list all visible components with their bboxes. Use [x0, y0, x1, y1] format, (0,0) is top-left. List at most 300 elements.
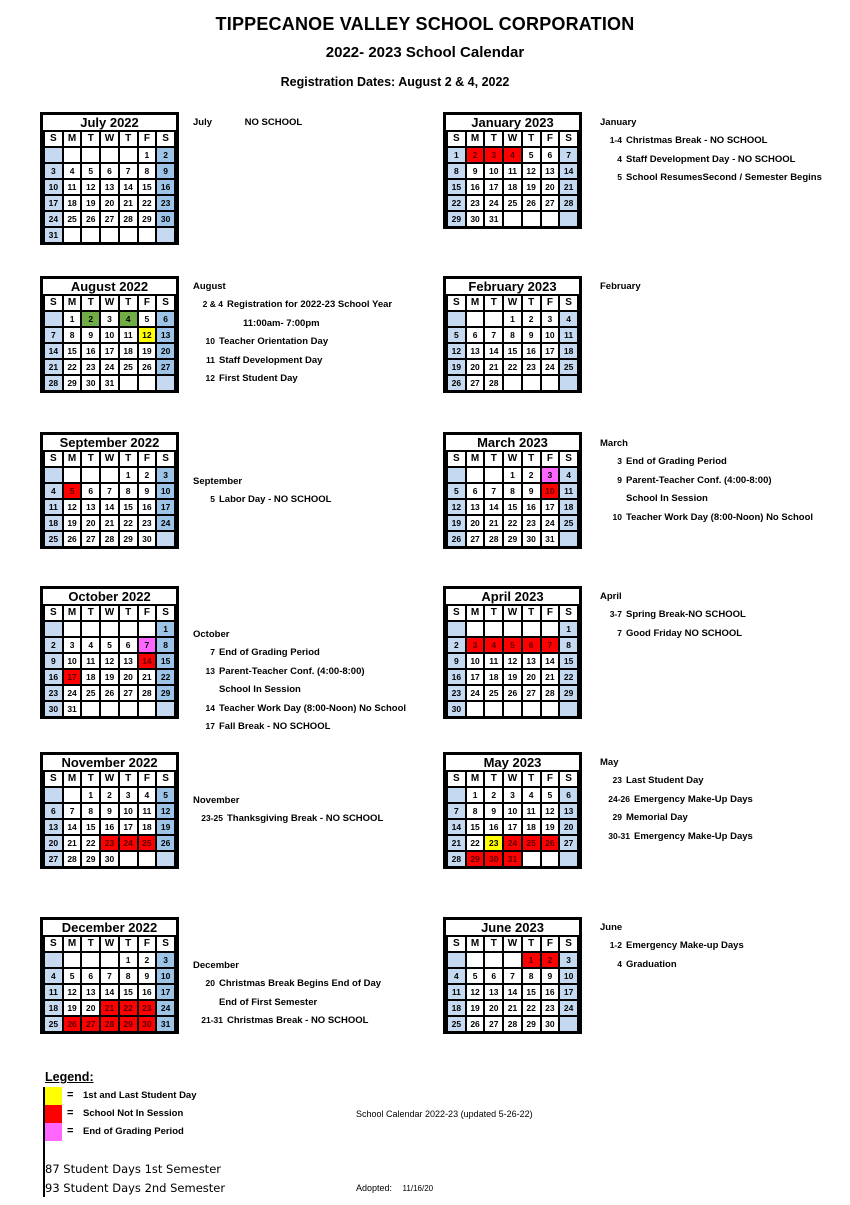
- weekday-header: T: [120, 606, 137, 620]
- day-cell: 5: [523, 148, 540, 162]
- empty-day-cell: [448, 468, 465, 482]
- day-cell: 14: [542, 654, 559, 668]
- day-cell: 17: [157, 500, 174, 514]
- note-date: 1-4: [609, 135, 622, 145]
- day-cell: 25: [523, 836, 540, 850]
- calendar-dec: [40, 917, 179, 1034]
- day-cell: 17: [560, 985, 577, 999]
- empty-day-cell: [120, 376, 137, 390]
- calendar-jan: [443, 112, 582, 229]
- day-cell: 4: [64, 164, 81, 178]
- weekday-header: T: [82, 296, 99, 310]
- page-title: TIPPECANOE VALLEY SCHOOL CORPORATION: [215, 14, 635, 34]
- day-cell: 23: [467, 196, 484, 210]
- day-cell: 31: [157, 1017, 174, 1031]
- day-cell: 2: [82, 312, 99, 326]
- day-cell: 2: [523, 468, 540, 482]
- day-cell: 20: [523, 670, 540, 684]
- weekday-header: W: [101, 606, 118, 620]
- day-cell: 9: [523, 484, 540, 498]
- day-cell: 20: [120, 670, 137, 684]
- calendar-sep: [40, 432, 179, 549]
- empty-day-cell: [45, 312, 62, 326]
- note-item: [193, 373, 392, 392]
- day-cell: 17: [101, 344, 118, 358]
- day-cell: 14: [101, 500, 118, 514]
- day-cell: 24: [45, 212, 62, 226]
- day-cell: 10: [64, 654, 81, 668]
- day-cell: 9: [45, 654, 62, 668]
- day-cell: 17: [120, 820, 137, 834]
- weekday-header: M: [467, 772, 484, 786]
- empty-day-cell: [485, 702, 502, 716]
- day-cell: 8: [64, 328, 81, 342]
- day-cell: 9: [101, 804, 118, 818]
- day-cell: 25: [448, 1017, 465, 1031]
- day-cell: 25: [120, 360, 137, 374]
- day-cell: 26: [448, 532, 465, 546]
- day-cell: 29: [64, 376, 81, 390]
- weekday-header: M: [64, 937, 81, 951]
- day-cell: 23: [101, 836, 118, 850]
- day-cell: 19: [101, 670, 118, 684]
- empty-day-cell: [101, 702, 118, 716]
- note-month-name: November: [193, 795, 240, 806]
- weekday-header: T: [523, 132, 540, 146]
- day-cell: 17: [504, 820, 521, 834]
- day-cell: 22: [448, 196, 465, 210]
- yellow-swatch: [45, 1087, 62, 1105]
- day-cell: 19: [82, 196, 99, 210]
- day-cell: 8: [504, 328, 521, 342]
- day-cell: 8: [82, 804, 99, 818]
- day-cell: 22: [467, 836, 484, 850]
- day-cell: 1: [523, 953, 540, 967]
- month-title: November 2022: [43, 755, 176, 770]
- adopted-date: 11/16/20: [402, 1184, 434, 1193]
- day-cell: 28: [101, 532, 118, 546]
- note-item: [193, 299, 392, 318]
- day-cell: 15: [504, 344, 521, 358]
- day-cell: 22: [120, 1001, 137, 1015]
- note-date: 30-31: [608, 830, 630, 841]
- note-date: 17: [205, 721, 215, 731]
- weekday-header: T: [82, 937, 99, 951]
- day-cell: 12: [157, 804, 174, 818]
- day-cell: 24: [542, 360, 559, 374]
- note-text: Emergency Make-up Days: [626, 940, 744, 951]
- weekday-header: S: [157, 452, 174, 466]
- day-cell: 11: [560, 328, 577, 342]
- empty-day-cell: [448, 953, 465, 967]
- day-cell: 19: [448, 516, 465, 530]
- day-cell: 30: [45, 702, 62, 716]
- weekday-header: T: [485, 296, 502, 310]
- weekday-header: F: [542, 937, 559, 951]
- weekday-header: F: [139, 452, 156, 466]
- weekday-header: S: [157, 937, 174, 951]
- day-cell: 20: [82, 516, 99, 530]
- day-cell: 11: [45, 500, 62, 514]
- day-cell: 21: [101, 516, 118, 530]
- day-cell: 29: [560, 686, 577, 700]
- note-text: End of Grading Period: [626, 456, 727, 467]
- note-date: 29: [612, 812, 622, 822]
- adopted-label: Adopted:: [356, 1183, 393, 1193]
- day-cell: 9: [523, 328, 540, 342]
- notes-september: [193, 476, 331, 513]
- note-date: 20: [205, 978, 215, 988]
- day-cell: 16: [467, 180, 484, 194]
- day-cell: 2: [139, 953, 156, 967]
- page-subtitle: 2022- 2023 School Calendar: [325, 44, 525, 61]
- empty-day-cell: [157, 852, 174, 866]
- day-cell: 17: [64, 670, 81, 684]
- day-cell: 8: [120, 484, 137, 498]
- note-item: [600, 172, 822, 191]
- empty-day-cell: [82, 228, 99, 242]
- note-month-name: May: [600, 757, 619, 768]
- empty-day-cell: [82, 702, 99, 716]
- notes-march: [600, 438, 813, 530]
- notes-february: [600, 281, 641, 299]
- weekday-header: F: [542, 606, 559, 620]
- weekday-header: S: [560, 937, 577, 951]
- empty-day-cell: [467, 622, 484, 636]
- day-cell: 1: [120, 468, 137, 482]
- note-date: 5: [617, 172, 622, 182]
- day-cell: 17: [485, 180, 502, 194]
- day-cell: 10: [504, 804, 521, 818]
- day-cell: 17: [467, 670, 484, 684]
- day-cell: 8: [157, 638, 174, 652]
- note-item: [600, 794, 753, 813]
- weekday-header: W: [504, 452, 521, 466]
- day-cell: 3: [485, 148, 502, 162]
- note-month-name: January: [600, 117, 637, 128]
- day-cell: 16: [139, 985, 156, 999]
- day-cell: 24: [485, 196, 502, 210]
- weekday-header: F: [542, 772, 559, 786]
- day-cell: 26: [448, 376, 465, 390]
- day-cell: 30: [82, 376, 99, 390]
- empty-day-cell: [64, 622, 81, 636]
- weekday-header: T: [485, 132, 502, 146]
- day-cell: 21: [45, 360, 62, 374]
- day-cell: 1: [504, 468, 521, 482]
- weekday-header: M: [467, 132, 484, 146]
- note-item: [600, 609, 746, 628]
- day-cell: 12: [64, 500, 81, 514]
- empty-day-cell: [560, 212, 577, 226]
- day-cell: 11: [504, 164, 521, 178]
- day-cell: 28: [485, 532, 502, 546]
- day-cell: 11: [82, 654, 99, 668]
- day-cell: 29: [523, 1017, 540, 1031]
- day-cell: 27: [467, 376, 484, 390]
- day-cell: 13: [467, 344, 484, 358]
- note-text: Registration for 2022-23 School Year: [227, 299, 393, 310]
- day-cell: 16: [45, 670, 62, 684]
- empty-day-cell: [504, 376, 521, 390]
- weekday-header: W: [504, 606, 521, 620]
- note-item: [600, 959, 744, 978]
- day-cell: 4: [560, 312, 577, 326]
- empty-day-cell: [120, 852, 137, 866]
- weekday-header: T: [523, 772, 540, 786]
- note-text: Memorial Day: [626, 812, 688, 823]
- empty-day-cell: [64, 148, 81, 162]
- note-month-name: February: [600, 281, 641, 292]
- weekday-header: F: [542, 296, 559, 310]
- note-item: [600, 456, 813, 475]
- day-cell: 16: [139, 500, 156, 514]
- day-cell: 13: [523, 654, 540, 668]
- day-cell: 24: [101, 360, 118, 374]
- day-cell: 26: [82, 212, 99, 226]
- day-cell: 22: [82, 836, 99, 850]
- day-cell: 16: [101, 820, 118, 834]
- note-item: [600, 775, 753, 794]
- notes-november: [193, 795, 383, 832]
- day-cell: 10: [467, 654, 484, 668]
- day-cell: 19: [157, 820, 174, 834]
- weekday-header: T: [120, 452, 137, 466]
- day-cell: 25: [64, 212, 81, 226]
- day-cell: 3: [467, 638, 484, 652]
- weekday-header: T: [82, 132, 99, 146]
- note-text: First Student Day: [219, 373, 298, 384]
- day-cell: 26: [139, 360, 156, 374]
- weekday-header: F: [139, 772, 156, 786]
- day-cell: 1: [467, 788, 484, 802]
- day-cell: 7: [64, 804, 81, 818]
- notes-january: [600, 117, 822, 191]
- day-cell: 26: [157, 836, 174, 850]
- empty-day-cell: [45, 468, 62, 482]
- weekday-header: W: [504, 296, 521, 310]
- weekday-header: T: [82, 606, 99, 620]
- day-cell: 14: [64, 820, 81, 834]
- month-title: December 2022: [43, 920, 176, 935]
- weekday-header: M: [64, 606, 81, 620]
- day-cell: 2: [139, 468, 156, 482]
- day-cell: 8: [467, 804, 484, 818]
- empty-day-cell: [139, 376, 156, 390]
- day-cell: 14: [139, 654, 156, 668]
- empty-day-cell: [467, 468, 484, 482]
- note-date: 7: [617, 627, 622, 638]
- day-cell: 6: [45, 804, 62, 818]
- notes-october: [193, 629, 406, 740]
- day-cell: 7: [120, 164, 137, 178]
- adopted-note: [356, 1183, 433, 1193]
- note-month-name: June: [600, 922, 623, 933]
- note-date: 23: [612, 775, 622, 785]
- note-item: [600, 493, 813, 512]
- note-date: 21-31: [201, 1015, 223, 1025]
- day-cell: 23: [45, 686, 62, 700]
- note-item: [193, 978, 381, 997]
- day-cell: 5: [101, 638, 118, 652]
- note-item: [193, 666, 406, 685]
- empty-day-cell: [504, 622, 521, 636]
- day-cell: 29: [120, 1017, 137, 1031]
- day-cell: 10: [542, 328, 559, 342]
- day-cell: 23: [157, 196, 174, 210]
- day-cell: 27: [82, 1017, 99, 1031]
- day-cell: 5: [448, 484, 465, 498]
- weekday-header: F: [542, 452, 559, 466]
- day-cell: 25: [560, 516, 577, 530]
- weekday-header: T: [523, 606, 540, 620]
- day-cell: 29: [139, 212, 156, 226]
- note-text: End of Grading Period: [219, 647, 320, 658]
- weekday-header: T: [82, 772, 99, 786]
- day-cell: 1: [157, 622, 174, 636]
- day-cell: 30: [542, 1017, 559, 1031]
- notes-may: [600, 757, 753, 849]
- day-cell: 26: [542, 836, 559, 850]
- day-cell: 22: [139, 196, 156, 210]
- note-date: 1-2: [609, 940, 622, 950]
- day-cell: 3: [101, 312, 118, 326]
- day-cell: 21: [485, 360, 502, 374]
- day-cell: 4: [139, 788, 156, 802]
- note-date: 24-26: [608, 793, 630, 804]
- day-cell: 6: [542, 148, 559, 162]
- day-cell: 4: [448, 969, 465, 983]
- day-cell: 3: [120, 788, 137, 802]
- day-cell: 13: [101, 180, 118, 194]
- note-date: 9: [617, 474, 622, 485]
- day-cell: 2: [542, 953, 559, 967]
- note-month-name: September: [193, 476, 243, 487]
- day-cell: 2: [157, 148, 174, 162]
- empty-day-cell: [64, 228, 81, 242]
- day-cell: 25: [45, 532, 62, 546]
- note-item: [193, 1015, 381, 1034]
- notes-december: [193, 960, 381, 1034]
- note-date: 3: [617, 456, 622, 466]
- day-cell: 3: [157, 468, 174, 482]
- day-cell: 17: [542, 500, 559, 514]
- weekday-header: S: [157, 772, 174, 786]
- calendar-nov: [40, 752, 179, 869]
- day-cell: 6: [101, 164, 118, 178]
- month-title: June 2023: [446, 920, 579, 935]
- empty-day-cell: [467, 953, 484, 967]
- day-cell: 21: [139, 670, 156, 684]
- day-cell: 11: [45, 985, 62, 999]
- day-cell: 28: [560, 196, 577, 210]
- day-cell: 28: [120, 212, 137, 226]
- weekday-header: T: [120, 937, 137, 951]
- day-cell: 29: [448, 212, 465, 226]
- empty-day-cell: [560, 376, 577, 390]
- day-cell: 26: [523, 196, 540, 210]
- empty-day-cell: [139, 622, 156, 636]
- day-cell: 14: [448, 820, 465, 834]
- legend-item-not-in-session: [45, 1105, 345, 1123]
- weekday-header: W: [504, 772, 521, 786]
- day-cell: 28: [542, 686, 559, 700]
- day-cell: 2: [448, 638, 465, 652]
- day-cell: 17: [157, 985, 174, 999]
- weekday-header: S: [448, 606, 465, 620]
- empty-day-cell: [523, 212, 540, 226]
- day-cell: 27: [120, 686, 137, 700]
- weekday-header: F: [139, 132, 156, 146]
- day-cell: 13: [542, 164, 559, 178]
- notes-august: [193, 281, 392, 392]
- day-cell: 3: [157, 953, 174, 967]
- day-cell: 31: [64, 702, 81, 716]
- note-text: Christmas Break - NO SCHOOL: [227, 1015, 369, 1026]
- day-cell: 11: [139, 804, 156, 818]
- month-title: October 2022: [43, 589, 176, 604]
- weekday-header: S: [157, 132, 174, 146]
- note-item: [193, 703, 406, 722]
- empty-day-cell: [64, 468, 81, 482]
- empty-day-cell: [45, 788, 62, 802]
- day-cell: 18: [45, 516, 62, 530]
- weekday-header: M: [64, 452, 81, 466]
- day-cell: 8: [504, 484, 521, 498]
- day-cell: 21: [120, 196, 137, 210]
- day-cell: 22: [523, 1001, 540, 1015]
- day-cell: 21: [504, 1001, 521, 1015]
- day-cell: 15: [504, 500, 521, 514]
- empty-day-cell: [82, 148, 99, 162]
- empty-day-cell: [101, 953, 118, 967]
- note-text: School In Session: [219, 684, 301, 695]
- day-cell: 8: [139, 164, 156, 178]
- day-cell: 15: [139, 180, 156, 194]
- day-cell: 14: [101, 985, 118, 999]
- empty-day-cell: [101, 622, 118, 636]
- day-cell: 23: [523, 360, 540, 374]
- day-cell: 10: [120, 804, 137, 818]
- empty-day-cell: [139, 702, 156, 716]
- day-cell: 11: [560, 484, 577, 498]
- weekday-header: W: [101, 296, 118, 310]
- day-cell: 23: [542, 1001, 559, 1015]
- note-item: [600, 628, 746, 647]
- note-date: 10: [612, 511, 622, 522]
- day-cell: 31: [101, 376, 118, 390]
- empty-day-cell: [504, 953, 521, 967]
- weekday-header: W: [504, 937, 521, 951]
- empty-day-cell: [101, 468, 118, 482]
- day-cell: 29: [120, 532, 137, 546]
- note-item: [600, 940, 744, 959]
- weekday-header: S: [560, 772, 577, 786]
- equals-sign: =: [67, 1125, 74, 1137]
- note-text: Good Friday NO SCHOOL: [626, 627, 743, 639]
- weekday-header: F: [139, 937, 156, 951]
- day-cell: 7: [504, 969, 521, 983]
- day-cell: 7: [542, 638, 559, 652]
- day-cell: 7: [485, 328, 502, 342]
- day-cell: 10: [157, 969, 174, 983]
- day-cell: 1: [64, 312, 81, 326]
- day-cell: 10: [157, 484, 174, 498]
- day-cell: 12: [448, 344, 465, 358]
- day-cell: 4: [120, 312, 137, 326]
- day-cell: 12: [448, 500, 465, 514]
- day-cell: 20: [485, 1001, 502, 1015]
